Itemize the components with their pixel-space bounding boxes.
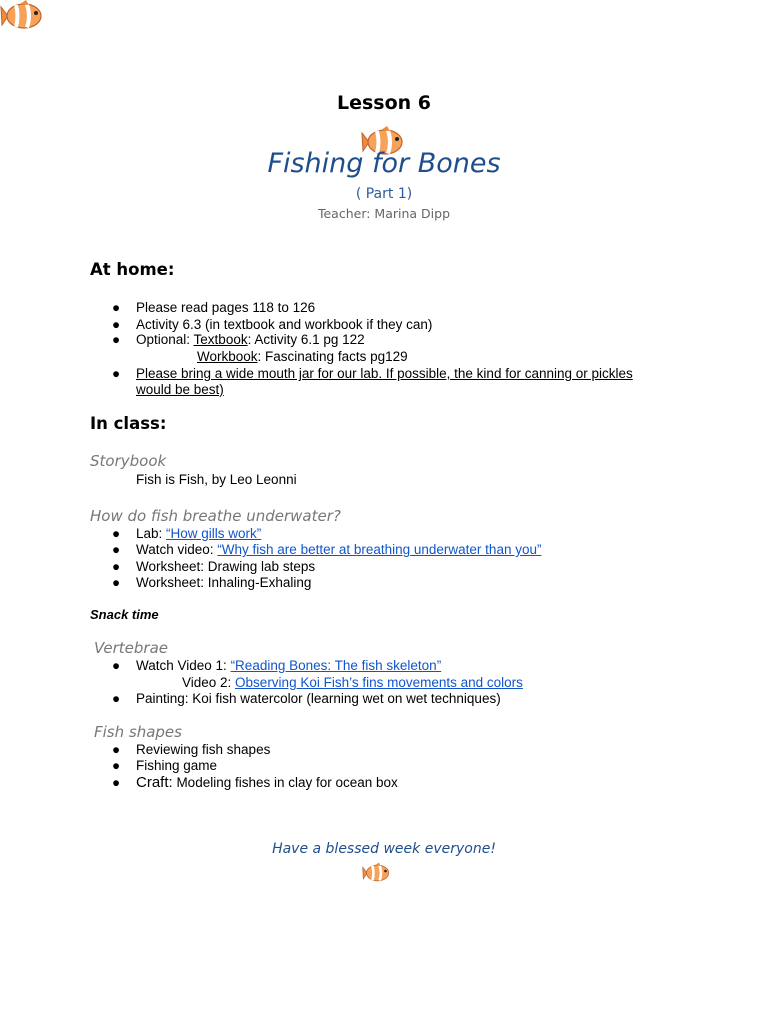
list-item-continuation: Video 2: Observing Koi Fish’s fins movements and colors [182,675,523,690]
list-item: ● Fishing game [112,758,218,773]
textbook-label: Textbook [193,332,248,347]
koi-fish-video-link[interactable]: Observing Koi Fish’s fins movements and colors [235,675,523,690]
closing-message: Have a blessed week everyone! [272,841,496,857]
bullet: ● [112,742,121,757]
list-item: ● Lab: “How gills work” [112,526,262,541]
bullet: ● [112,366,121,381]
in-class-heading: In class: [90,414,167,433]
bullet: ● [112,575,121,590]
bullet: ● [112,559,121,574]
bullet: ● [112,300,121,315]
list-item: ● Activity 6.3 (in textbook and workbook if they can) [112,317,433,332]
list-item: ● Painting: Koi fish watercolor (learning wet on wet techniques) [112,691,501,706]
teacher-name: Teacher: Marina Dipp [317,206,451,221]
fish-skeleton-video-link[interactable]: “Reading Bones: The fish skeleton” [230,658,442,673]
workbook-label: Workbook [197,349,258,364]
list-item: ● Craft: Modeling fishes in clay for ocean box [112,774,398,791]
bullet: ● [112,317,121,332]
bullet: ● [112,332,121,347]
storybook-heading: Storybook [90,452,167,470]
snack-time-label: Snack time [90,607,159,622]
breathe-heading: How do fish breathe underwater? [90,507,341,525]
bullet: ● [112,658,121,673]
fish-icon [362,862,392,884]
list-item: ● Reviewing fish shapes [112,742,271,757]
vertebrae-heading: Vertebrae [94,639,168,657]
list-item: ● Please bring a wide mouth jar for our lab. If possible, the kind for canning or pickles [112,366,633,381]
fish-shapes-heading: Fish shapes [94,723,182,741]
breathing-video-link[interactable]: “Why fish are better at breathing underwater than you” [217,542,542,557]
list-item: ● Watch video: “Why fish are better at breathing underwater than you” [112,542,542,557]
list-item: ● Worksheet: Drawing lab steps [112,559,316,574]
storybook-text: Fish is Fish, by Leo Leonni [136,472,297,487]
bullet: ● [112,691,121,706]
list-item: ● Worksheet: Inhaling-Exhaling [112,575,312,590]
gills-link[interactable]: “How gills work” [166,526,262,541]
bullet: ● [112,526,121,541]
bullet: ● [112,758,121,773]
list-item: ● Please read pages 118 to 126 [112,300,316,315]
list-item: ● Watch Video 1: “Reading Bones: The fish skeleton” [112,658,442,673]
bullet: ● [112,542,121,557]
lesson-number: Lesson 6 [336,92,432,114]
list-item-continuation: would be best) [136,382,224,397]
at-home-heading: At home: [90,260,175,279]
list-item-continuation: Workbook: Fascinating facts pg129 [197,349,408,364]
page-title: Fishing for Bones [267,148,501,179]
bullet: ● [112,775,121,790]
list-item: ● Optional: Textbook: Activity 6.1 pg 122 [112,332,365,347]
part-label: ( Part 1) [355,186,413,202]
fish-icon [0,0,46,32]
